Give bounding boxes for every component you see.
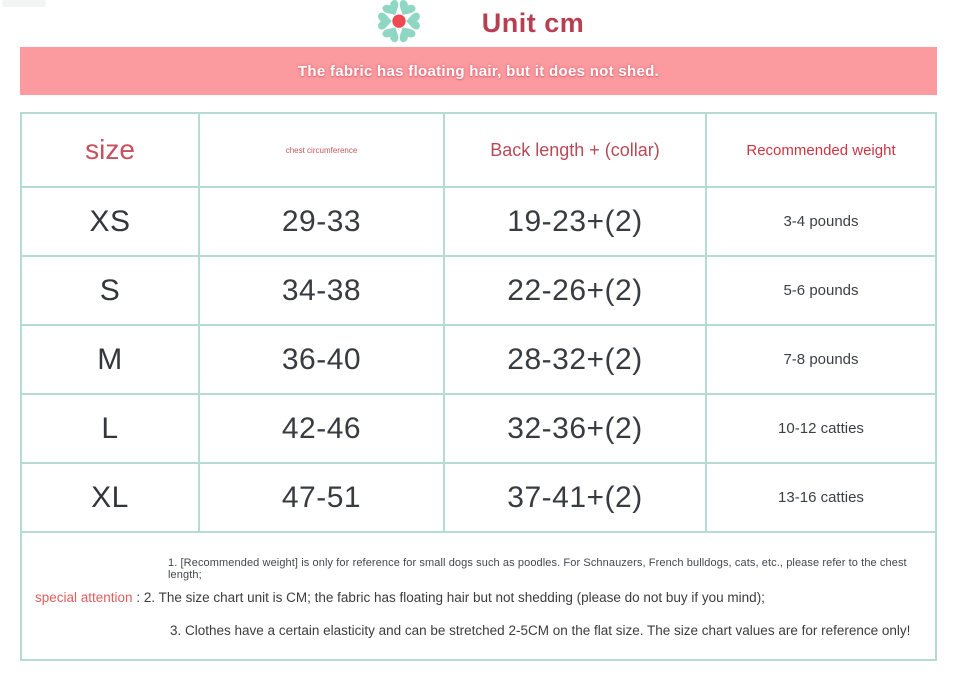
table-row-s [22,257,935,326]
cell-chest: 29-33 [200,188,445,257]
cell-chest: 42-46 [200,395,445,464]
cell-back-length: 22-26+(2) [445,257,707,326]
cell-back-length: 28-32+(2) [445,326,707,395]
header-chest-circumference: chest circumference [200,114,445,188]
cell-size: L [22,395,200,464]
cell-chest: 47-51 [200,464,445,533]
cell-chest: 36-40 [200,326,445,395]
flower-icon [372,0,426,46]
notes-section [22,533,935,659]
page-title: Unit cm [481,8,585,38]
fabric-notice-banner [20,47,937,95]
cell-size: XL [22,464,200,533]
table-row-xl [22,464,935,533]
cell-size: XS [22,188,200,257]
cell-weight: 5-6 pounds [707,257,935,326]
header-recommended-weight: Recommended weight [707,114,935,188]
header-size: size [22,114,200,188]
cell-size: M [22,326,200,395]
fabric-notice-text: The fabric has floating hair, but it does not shed. [297,62,660,80]
note-line-2 [35,590,925,605]
cell-weight: 3-4 pounds [707,188,935,257]
table-row-xs [22,188,935,257]
note-line-1: 1. [Recommended weight] is only for reference for small dogs such as poodles. For Schnauzers, French bulldogs, cats, etc., please refer to the chest length; [168,557,907,581]
cell-weight: 10-12 catties [707,395,935,464]
cell-back-length: 19-23+(2) [445,188,707,257]
table-row-l [22,395,935,464]
cell-chest: 34-38 [200,257,445,326]
size-chart-header-row [22,114,935,188]
cell-back-length: 37-41+(2) [445,464,707,533]
corner-smudge [2,0,46,7]
note-line-3: 3. Clothes have a certain elasticity and can be stretched 2-5CM on the flat size. The size chart values are for reference only! [170,623,911,638]
table-row-m [22,326,935,395]
note-line-2-text: : 2. The size chart unit is CM; the fabric has floating hair but not shedding (please do not buy if you mind); [136,590,765,605]
cell-back-length: 32-36+(2) [445,395,707,464]
size-chart [20,112,937,661]
header-back-length: Back length + (collar) [445,114,707,188]
cell-size: S [22,257,200,326]
special-attention-label: special attention [35,590,133,605]
cell-weight: 13-16 catties [707,464,935,533]
cell-weight: 7-8 pounds [707,326,935,395]
